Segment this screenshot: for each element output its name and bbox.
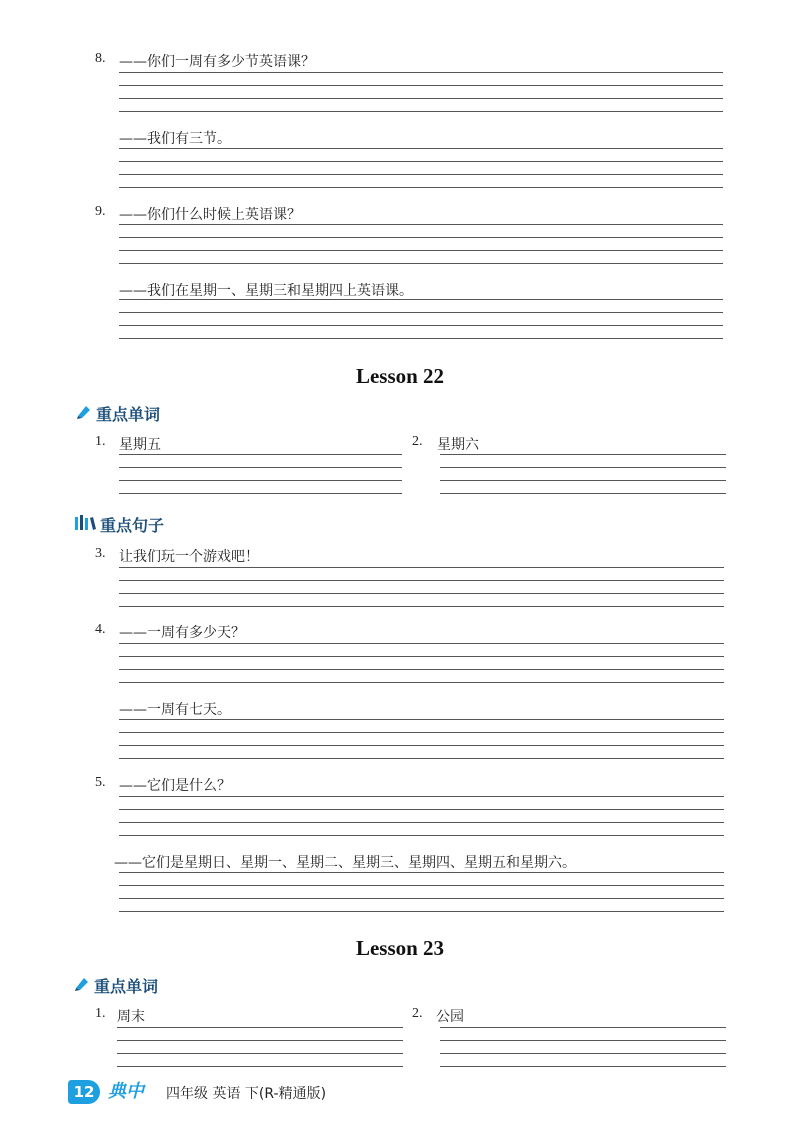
word-number: 1. bbox=[95, 1006, 106, 1021]
question-prompt: ——一周有多少天？ bbox=[119, 625, 245, 641]
section-heading: 重点句子 bbox=[100, 516, 165, 535]
word-prompt: 周末 bbox=[117, 1009, 145, 1025]
brand-logo: 典中 bbox=[108, 1081, 144, 1102]
question-prompt: ——它们是什么？ bbox=[119, 778, 231, 794]
word-number: 2. bbox=[412, 1006, 423, 1021]
word-number: 2. bbox=[412, 434, 423, 449]
pen-icon bbox=[74, 976, 90, 992]
question-number: 9. bbox=[95, 204, 106, 219]
question-number: 3. bbox=[95, 546, 106, 561]
section-heading: 重点单词 bbox=[96, 405, 161, 424]
answer-prompt: ——一周有七天。 bbox=[119, 702, 231, 718]
section-heading: 重点单词 bbox=[94, 977, 159, 996]
word-prompt: 星期五 bbox=[119, 437, 161, 453]
answer-prompt: ——它们是星期日、星期一、星期二、星期三、星期四、星期五和星期六。 bbox=[114, 855, 576, 871]
question-number: 8. bbox=[95, 51, 106, 66]
question-prompt: 让我们玩一个游戏吧！ bbox=[119, 549, 259, 565]
answer-prompt: ——我们有三节。 bbox=[119, 131, 231, 147]
books-icon bbox=[74, 515, 98, 531]
answer-prompt: ——我们在星期一、星期三和星期四上英语课。 bbox=[119, 283, 413, 299]
word-number: 1. bbox=[95, 434, 106, 449]
lesson-title: Lesson 23 bbox=[355, 936, 445, 960]
question-number: 4. bbox=[95, 622, 106, 637]
question-number: 5. bbox=[95, 775, 106, 790]
question-prompt: ——你们什么时候上英语课？ bbox=[119, 207, 301, 223]
lesson-title: Lesson 22 bbox=[355, 364, 445, 388]
question-prompt: ——你们一周有多少节英语课？ bbox=[119, 54, 315, 70]
book-title: 四年级 英语 下(R-精通版) bbox=[166, 1086, 327, 1102]
pen-icon bbox=[76, 404, 92, 420]
page-number: 12 bbox=[68, 1080, 100, 1104]
word-prompt: 公园 bbox=[436, 1009, 464, 1025]
word-prompt: 星期六 bbox=[437, 437, 479, 453]
